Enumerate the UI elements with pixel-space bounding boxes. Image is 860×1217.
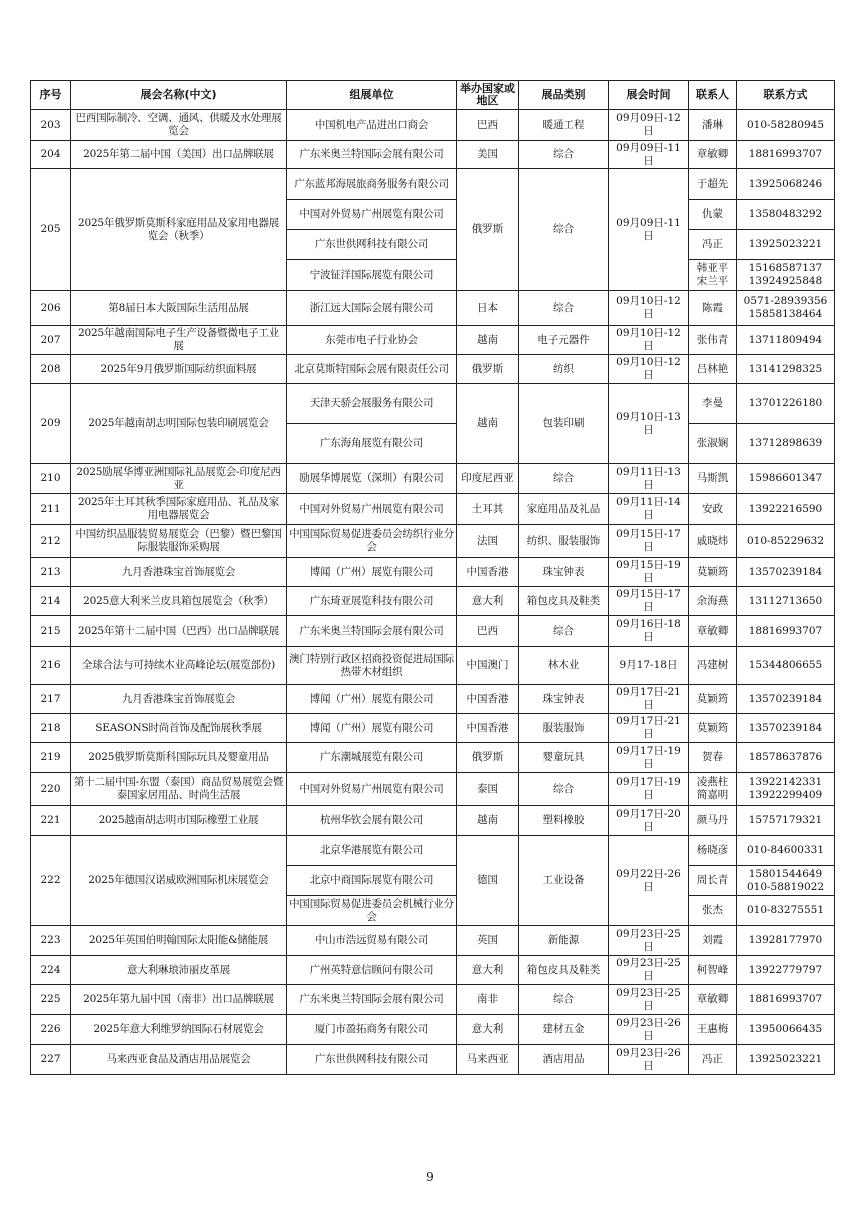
country-cell: 日本 bbox=[457, 291, 519, 326]
contact-phone: 13141298325 bbox=[737, 355, 835, 384]
contact-name: 凌燕柱 简嘉明 bbox=[689, 773, 737, 806]
exhibition-name: 2025年土耳其秋季国际家庭用品、礼品及家用电器展览会 bbox=[71, 494, 287, 525]
exhibition-name: 2025年德国汉诺威欧洲国际机床展览会 bbox=[71, 836, 287, 926]
table-row bbox=[31, 836, 835, 866]
row-number: 219 bbox=[31, 743, 71, 773]
exhibition-name: 2025年意大利维罗纳国际石材展览会 bbox=[71, 1015, 287, 1045]
category-cell: 综合 bbox=[519, 141, 609, 169]
table-row bbox=[31, 743, 835, 773]
table-row bbox=[31, 926, 835, 956]
country-cell: 英国 bbox=[457, 926, 519, 956]
exhibition-name: 九月香港珠宝首饰展览会 bbox=[71, 558, 287, 587]
organizer-cell: 广东潮城展览有限公司 bbox=[287, 743, 457, 773]
contact-name: 柯智峰 bbox=[689, 956, 737, 985]
table-body bbox=[31, 110, 835, 1075]
category-cell: 综合 bbox=[519, 985, 609, 1015]
contact-phone: 010-58280945 bbox=[737, 110, 835, 141]
category-cell: 新能源 bbox=[519, 926, 609, 956]
time-cell: 09月17日-20日 bbox=[609, 806, 689, 836]
country-cell: 俄罗斯 bbox=[457, 743, 519, 773]
contact-name: 潘琳 bbox=[689, 110, 737, 141]
organizer-cell: 中国对外贸易广州展览有限公司 bbox=[287, 200, 457, 230]
category-cell: 酒店用品 bbox=[519, 1045, 609, 1075]
country-cell: 中国香港 bbox=[457, 685, 519, 714]
exhibition-name: 中国纺织品服装贸易展览会（巴黎）暨巴黎国际服装服饰采购展 bbox=[71, 525, 287, 558]
organizer-cell: 博闻（广州）展览有限公司 bbox=[287, 685, 457, 714]
contact-phone: 15168587137 13924925848 bbox=[737, 260, 835, 291]
contact-phone: 13570239184 bbox=[737, 714, 835, 743]
organizer-cell: 广东蓝邦海展旅商务服务有限公司 bbox=[287, 169, 457, 200]
organizer-cell: 广东米奥兰特国际会展有限公司 bbox=[287, 616, 457, 647]
organizer-cell: 励展华博展览（深圳）有限公司 bbox=[287, 464, 457, 494]
table-row bbox=[31, 1045, 835, 1075]
time-cell: 09月15日-17日 bbox=[609, 587, 689, 616]
category-cell: 综合 bbox=[519, 464, 609, 494]
contact-phone: 13711809494 bbox=[737, 326, 835, 355]
category-cell: 林木业 bbox=[519, 647, 609, 685]
row-number: 205 bbox=[31, 169, 71, 291]
contact-phone: 18816993707 bbox=[737, 985, 835, 1015]
contact-name: 周长青 bbox=[689, 866, 737, 896]
table-row bbox=[31, 494, 835, 525]
organizer-cell: 北京莫斯特国际会展有限责任公司 bbox=[287, 355, 457, 384]
time-cell: 09月09日-11日 bbox=[609, 141, 689, 169]
table-row bbox=[31, 587, 835, 616]
exhibition-name: 第十二届中国-东盟（泰国）商品贸易展览会暨泰国家居用品、时尚生活展 bbox=[71, 773, 287, 806]
contact-phone: 13925068246 bbox=[737, 169, 835, 200]
country-cell: 中国香港 bbox=[457, 558, 519, 587]
contact-phone: 010-83275551 bbox=[737, 896, 835, 926]
contact-name: 颜马丹 bbox=[689, 806, 737, 836]
time-cell: 09月22日-26日 bbox=[609, 836, 689, 926]
contact-phone: 13712898639 bbox=[737, 424, 835, 464]
organizer-cell: 广东琦亚展览科技有限公司 bbox=[287, 587, 457, 616]
country-cell: 巴西 bbox=[457, 110, 519, 141]
table-row bbox=[31, 355, 835, 384]
header-name: 展会名称(中文) bbox=[71, 81, 287, 110]
country-cell: 马来西亚 bbox=[457, 1045, 519, 1075]
exhibition-name: 巴西国际制冷、空调、通风、供暖及水处理展览会 bbox=[71, 110, 287, 141]
organizer-cell: 广东海角展览有限公司 bbox=[287, 424, 457, 464]
row-number: 227 bbox=[31, 1045, 71, 1075]
category-cell: 婴童玩具 bbox=[519, 743, 609, 773]
contact-phone: 010-85229632 bbox=[737, 525, 835, 558]
category-cell: 暖通工程 bbox=[519, 110, 609, 141]
contact-name: 冯正 bbox=[689, 230, 737, 260]
organizer-cell: 广东世供网科技有限公司 bbox=[287, 1045, 457, 1075]
country-cell: 越南 bbox=[457, 384, 519, 464]
organizer-cell: 广东米奥兰特国际会展有限公司 bbox=[287, 141, 457, 169]
contact-phone: 0571-28939356 15858138464 bbox=[737, 291, 835, 326]
time-cell: 09月15日-19日 bbox=[609, 558, 689, 587]
contact-name: 张淑娴 bbox=[689, 424, 737, 464]
table-row bbox=[31, 141, 835, 169]
contact-phone: 13922216590 bbox=[737, 494, 835, 525]
exhibition-name: 2025年第九届中国（南非）出口品牌联展 bbox=[71, 985, 287, 1015]
category-cell: 纺织、服装服饰 bbox=[519, 525, 609, 558]
category-cell: 综合 bbox=[519, 773, 609, 806]
organizer-cell: 浙江远大国际会展有限公司 bbox=[287, 291, 457, 326]
row-number: 214 bbox=[31, 587, 71, 616]
header-phone: 联系方式 bbox=[737, 81, 835, 110]
country-cell: 南非 bbox=[457, 985, 519, 1015]
organizer-cell: 东莞市电子行业协会 bbox=[287, 326, 457, 355]
contact-name: 余海燕 bbox=[689, 587, 737, 616]
row-number: 225 bbox=[31, 985, 71, 1015]
exhibition-name: 2025年第二届中国（美国）出口品牌联展 bbox=[71, 141, 287, 169]
category-cell: 纺织 bbox=[519, 355, 609, 384]
table-row bbox=[31, 647, 835, 685]
organizer-cell: 博闻（广州）展览有限公司 bbox=[287, 714, 457, 743]
header-time: 展会时间 bbox=[609, 81, 689, 110]
time-cell: 09月15日-17日 bbox=[609, 525, 689, 558]
category-cell: 综合 bbox=[519, 616, 609, 647]
contact-phone: 010-84600331 bbox=[737, 836, 835, 866]
contact-name: 韩亚平 宋兰平 bbox=[689, 260, 737, 291]
table-row bbox=[31, 616, 835, 647]
contact-name: 冯正 bbox=[689, 1045, 737, 1075]
contact-name: 莫颖筠 bbox=[689, 558, 737, 587]
table-header bbox=[31, 81, 835, 110]
country-cell: 印度尼西亚 bbox=[457, 464, 519, 494]
organizer-cell: 北京中商国际展览有限公司 bbox=[287, 866, 457, 896]
contact-name: 张杰 bbox=[689, 896, 737, 926]
contact-name: 王惠梅 bbox=[689, 1015, 737, 1045]
contact-name: 马斯凯 bbox=[689, 464, 737, 494]
row-number: 217 bbox=[31, 685, 71, 714]
country-cell: 土耳其 bbox=[457, 494, 519, 525]
row-number: 207 bbox=[31, 326, 71, 355]
table-row bbox=[31, 326, 835, 355]
row-number: 210 bbox=[31, 464, 71, 494]
row-number: 213 bbox=[31, 558, 71, 587]
contact-name: 贺春 bbox=[689, 743, 737, 773]
row-number: 223 bbox=[31, 926, 71, 956]
exhibition-name: 2025年第十二届中国（巴西）出口品牌联展 bbox=[71, 616, 287, 647]
table-row bbox=[31, 110, 835, 141]
table-row bbox=[31, 464, 835, 494]
table-row bbox=[31, 384, 835, 424]
time-cell: 09月23日-25日 bbox=[609, 956, 689, 985]
header-contact: 联系人 bbox=[689, 81, 737, 110]
row-number: 209 bbox=[31, 384, 71, 464]
country-cell: 意大利 bbox=[457, 587, 519, 616]
contact-phone: 13922779797 bbox=[737, 956, 835, 985]
organizer-cell: 广州英特意信顾问有限公司 bbox=[287, 956, 457, 985]
table-row bbox=[31, 291, 835, 326]
exhibition-name: 第8届日本大阪国际生活用品展 bbox=[71, 291, 287, 326]
contact-phone: 13928177970 bbox=[737, 926, 835, 956]
header-country: 举办国家或地区 bbox=[457, 81, 519, 110]
country-cell: 意大利 bbox=[457, 956, 519, 985]
organizer-cell: 北京华港展览有限公司 bbox=[287, 836, 457, 866]
contact-name: 章敏卿 bbox=[689, 141, 737, 169]
time-cell: 09月10日-12日 bbox=[609, 355, 689, 384]
contact-name: 杨晓彦 bbox=[689, 836, 737, 866]
contact-name: 张伟青 bbox=[689, 326, 737, 355]
table-row bbox=[31, 525, 835, 558]
organizer-cell: 广东世供网科技有限公司 bbox=[287, 230, 457, 260]
exhibition-name: 2025意大利米兰皮具箱包展览会（秋季） bbox=[71, 587, 287, 616]
contact-phone: 13925023221 bbox=[737, 230, 835, 260]
contact-phone: 13570239184 bbox=[737, 685, 835, 714]
exhibition-name: 全球合法与可持续木业高峰论坛(展览部份) bbox=[71, 647, 287, 685]
time-cell: 09月11日-13日 bbox=[609, 464, 689, 494]
contact-name: 莫颖筠 bbox=[689, 714, 737, 743]
time-cell: 09月17日-21日 bbox=[609, 714, 689, 743]
table-row bbox=[31, 773, 835, 806]
organizer-cell: 中国对外贸易广州展览有限公司 bbox=[287, 773, 457, 806]
country-cell: 越南 bbox=[457, 326, 519, 355]
time-cell: 9月17-18日 bbox=[609, 647, 689, 685]
exhibition-name: 2025年俄罗斯莫斯科家庭用品及家用电器展览会（秋季） bbox=[71, 169, 287, 291]
header-row bbox=[31, 81, 835, 110]
contact-phone: 13701226180 bbox=[737, 384, 835, 424]
contact-name: 吕林艳 bbox=[689, 355, 737, 384]
exhibition-table bbox=[30, 80, 835, 1075]
category-cell: 服装服饰 bbox=[519, 714, 609, 743]
contact-name: 刘霞 bbox=[689, 926, 737, 956]
exhibition-name: 马来西亚食品及酒店用品展览会 bbox=[71, 1045, 287, 1075]
row-number: 215 bbox=[31, 616, 71, 647]
contact-phone: 15801544649 010-58819022 bbox=[737, 866, 835, 896]
contact-phone: 13925023221 bbox=[737, 1045, 835, 1075]
time-cell: 09月23日-25日 bbox=[609, 985, 689, 1015]
contact-phone: 13112713650 bbox=[737, 587, 835, 616]
header-organizer: 组展单位 bbox=[287, 81, 457, 110]
country-cell: 俄罗斯 bbox=[457, 169, 519, 291]
category-cell: 电子元器件 bbox=[519, 326, 609, 355]
table-row bbox=[31, 806, 835, 836]
row-number: 206 bbox=[31, 291, 71, 326]
contact-name: 仇蒙 bbox=[689, 200, 737, 230]
category-cell: 塑料橡胶 bbox=[519, 806, 609, 836]
contact-name: 李曼 bbox=[689, 384, 737, 424]
contact-name: 安政 bbox=[689, 494, 737, 525]
page-number: 9 bbox=[426, 1170, 434, 1184]
organizer-cell: 宁波钲洋国际展览有限公司 bbox=[287, 260, 457, 291]
contact-name: 莫颖筠 bbox=[689, 685, 737, 714]
time-cell: 09月16日-18日 bbox=[609, 616, 689, 647]
country-cell: 俄罗斯 bbox=[457, 355, 519, 384]
time-cell: 09月17日-19日 bbox=[609, 743, 689, 773]
header-no: 序号 bbox=[31, 81, 71, 110]
contact-phone: 13570239184 bbox=[737, 558, 835, 587]
organizer-cell: 中国国际贸易促进委员会纺织行业分会 bbox=[287, 525, 457, 558]
exhibition-name: 九月香港珠宝首饰展览会 bbox=[71, 685, 287, 714]
time-cell: 09月23日-26日 bbox=[609, 1045, 689, 1075]
country-cell: 法国 bbox=[457, 525, 519, 558]
category-cell: 综合 bbox=[519, 169, 609, 291]
exhibition-name: 意大利琳琅沛丽皮革展 bbox=[71, 956, 287, 985]
contact-name: 戚晓炜 bbox=[689, 525, 737, 558]
contact-phone: 15986601347 bbox=[737, 464, 835, 494]
table-row bbox=[31, 685, 835, 714]
row-number: 203 bbox=[31, 110, 71, 141]
row-number: 211 bbox=[31, 494, 71, 525]
exhibition-name: 2025年越南国际电子生产设备暨微电子工业展 bbox=[71, 326, 287, 355]
time-cell: 09月10日-12日 bbox=[609, 291, 689, 326]
contact-name: 于超先 bbox=[689, 169, 737, 200]
organizer-cell: 博闻（广州）展览有限公司 bbox=[287, 558, 457, 587]
contact-phone: 15757179321 bbox=[737, 806, 835, 836]
country-cell: 巴西 bbox=[457, 616, 519, 647]
category-cell: 综合 bbox=[519, 291, 609, 326]
exhibition-name: SEASONS时尚首饰及配饰展秋季展 bbox=[71, 714, 287, 743]
contact-name: 冯建树 bbox=[689, 647, 737, 685]
country-cell: 泰国 bbox=[457, 773, 519, 806]
country-cell: 越南 bbox=[457, 806, 519, 836]
contact-name: 陈霞 bbox=[689, 291, 737, 326]
category-cell: 珠宝钟表 bbox=[519, 685, 609, 714]
time-cell: 09月09日-11日 bbox=[609, 169, 689, 291]
category-cell: 箱包皮具及鞋类 bbox=[519, 956, 609, 985]
category-cell: 箱包皮具及鞋类 bbox=[519, 587, 609, 616]
row-number: 216 bbox=[31, 647, 71, 685]
contact-phone: 18816993707 bbox=[737, 141, 835, 169]
contact-name: 章敏卿 bbox=[689, 985, 737, 1015]
country-cell: 意大利 bbox=[457, 1015, 519, 1045]
row-number: 208 bbox=[31, 355, 71, 384]
organizer-cell: 中国国际贸易促进委员会机械行业分会 bbox=[287, 896, 457, 926]
row-number: 220 bbox=[31, 773, 71, 806]
organizer-cell: 广东米奥兰特国际会展有限公司 bbox=[287, 985, 457, 1015]
table-row bbox=[31, 558, 835, 587]
contact-phone: 18816993707 bbox=[737, 616, 835, 647]
organizer-cell: 中国对外贸易广州展览有限公司 bbox=[287, 494, 457, 525]
category-cell: 包装印刷 bbox=[519, 384, 609, 464]
row-number: 221 bbox=[31, 806, 71, 836]
organizer-cell: 天津天骄会展服务有限公司 bbox=[287, 384, 457, 424]
organizer-cell: 中山市浩远贸易有限公司 bbox=[287, 926, 457, 956]
contact-phone: 15344806655 bbox=[737, 647, 835, 685]
table-row bbox=[31, 714, 835, 743]
country-cell: 德国 bbox=[457, 836, 519, 926]
time-cell: 09月09日-12日 bbox=[609, 110, 689, 141]
exhibition-name: 2025年越南胡志明国际包装印刷展览会 bbox=[71, 384, 287, 464]
time-cell: 09月10日-12日 bbox=[609, 326, 689, 355]
table-row bbox=[31, 169, 835, 200]
country-cell: 中国澳门 bbox=[457, 647, 519, 685]
time-cell: 09月23日-25日 bbox=[609, 926, 689, 956]
contact-name: 章敏卿 bbox=[689, 616, 737, 647]
country-cell: 美国 bbox=[457, 141, 519, 169]
row-number: 212 bbox=[31, 525, 71, 558]
exhibition-name: 2025年英国伯明翰国际太阳能&储能展 bbox=[71, 926, 287, 956]
organizer-cell: 厦门市盈拓商务有限公司 bbox=[287, 1015, 457, 1045]
exhibition-name: 2025俄罗斯莫斯科国际玩具及婴童用品 bbox=[71, 743, 287, 773]
time-cell: 09月11日-14日 bbox=[609, 494, 689, 525]
table-row bbox=[31, 1015, 835, 1045]
exhibition-name: 2025年9月俄罗斯国际纺织面料展 bbox=[71, 355, 287, 384]
time-cell: 09月17日-19日 bbox=[609, 773, 689, 806]
contact-phone: 13922142331 13922299409 bbox=[737, 773, 835, 806]
contact-phone: 13580483292 bbox=[737, 200, 835, 230]
category-cell: 家庭用品及礼品 bbox=[519, 494, 609, 525]
category-cell: 工业设备 bbox=[519, 836, 609, 926]
table-row bbox=[31, 985, 835, 1015]
organizer-cell: 中国机电产品进出口商会 bbox=[287, 110, 457, 141]
row-number: 222 bbox=[31, 836, 71, 926]
category-cell: 建材五金 bbox=[519, 1015, 609, 1045]
header-category: 展品类别 bbox=[519, 81, 609, 110]
time-cell: 09月23日-26日 bbox=[609, 1015, 689, 1045]
contact-phone: 18578637876 bbox=[737, 743, 835, 773]
category-cell: 珠宝钟表 bbox=[519, 558, 609, 587]
organizer-cell: 杭州华钦会展有限公司 bbox=[287, 806, 457, 836]
row-number: 218 bbox=[31, 714, 71, 743]
exhibition-name: 2025励展华博亚洲国际礼品展览会-印度尼西亚 bbox=[71, 464, 287, 494]
table-row bbox=[31, 956, 835, 985]
row-number: 226 bbox=[31, 1015, 71, 1045]
time-cell: 09月17日-21日 bbox=[609, 685, 689, 714]
exhibition-name: 2025越南胡志明市国际橡塑工业展 bbox=[71, 806, 287, 836]
row-number: 224 bbox=[31, 956, 71, 985]
organizer-cell: 澳门特别行政区招商投资促进局国际热带木材组织 bbox=[287, 647, 457, 685]
time-cell: 09月10日-13日 bbox=[609, 384, 689, 464]
country-cell: 中国香港 bbox=[457, 714, 519, 743]
row-number: 204 bbox=[31, 141, 71, 169]
contact-phone: 13950066435 bbox=[737, 1015, 835, 1045]
